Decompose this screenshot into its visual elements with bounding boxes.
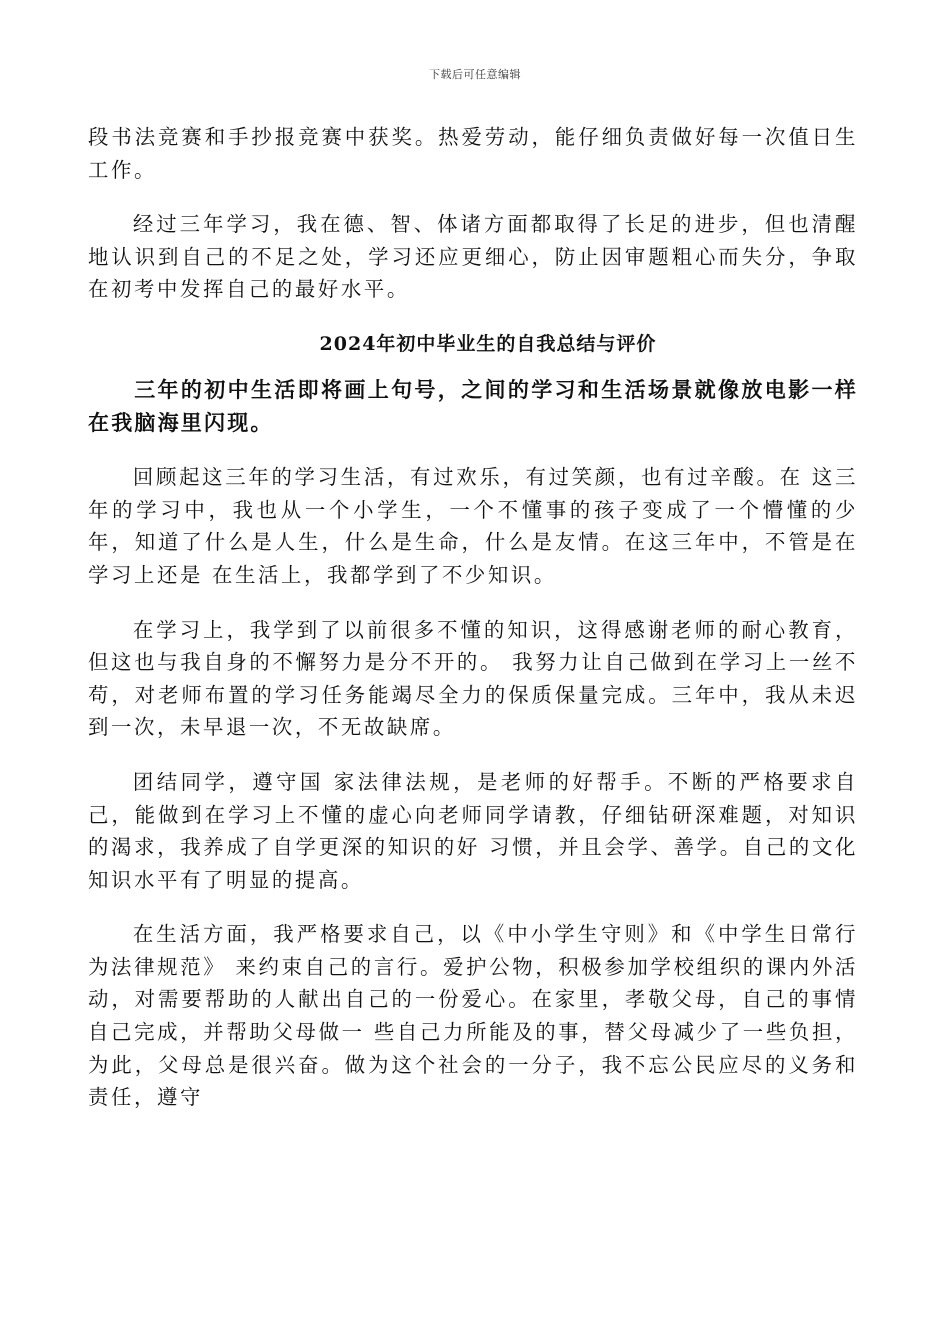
paragraph-gap <box>88 360 858 374</box>
paragraph-study: 在学习上，我学到了以前很多不懂的知识，这得感谢老师的耐心教育，但这也与我自身的不懈努力是分不开的。 我努力让自己做到在学习上一丝不苟，对老师布置的学习任务能竭尽全力的保质保量完成。三年中，我从未迟到一次，未早退一次，不无故缺席。 <box>88 617 858 740</box>
paragraph-unity: 团结同学，遵守国 家法律法规，是老师的好帮手。不断的严格要求自己，能做到在学习上不懂的虚心向老师同学请教，仔细钻研深难题，对知识的渴求，我养成了自学更深的知识的好 习惯，并且会学、善学。自己的文化知识水平有了明显的提高。 <box>88 769 858 892</box>
lead-paragraph: 三年的初中生活即将画上句号，之间的学习和生活场景就像放电影一样在我脑海里闪现。 <box>88 376 858 435</box>
paragraph-gap <box>88 306 858 328</box>
document-body <box>88 121 858 1114</box>
section-title: 2024年初中毕业生的自我总结与评价 <box>319 332 657 355</box>
paragraph-review: 回顾起这三年的学习生活，有过欢乐，有过笑颜，也有过辛酸。在 这三年的学习中，我也从一个小学生，一个不懂事的孩子变成了一个懵懂的少年，知道了什么是人生，什么是生命，什么是友情。在这三年中，不管是在学习上还是 在生活上，我都学到了不少知识。 <box>88 465 858 587</box>
paragraph-gap <box>88 439 858 461</box>
header-note: 下载后可任意编辑 <box>429 68 521 81</box>
paragraph-life: 在生活方面，我严格要求自己，以《中小学生守则》和《中学生日常行为法律规范》 来约束自己的言行。爱护公物，积极参加学校组织的课内外活动，对需要帮助的人献出自己的一份爱心。在家里，孝敬父母，自己的事情自己完成，并帮助父母做一 些自己力所能及的事，替父母减少了一些负担，为此，父母总是很兴奋。做为这个社会的一分子，我不忘公民应尽的义务和责任，遵守 <box>88 922 858 1110</box>
paragraph-gap <box>88 592 858 614</box>
paragraph-gap <box>88 896 858 918</box>
paragraph-progress: 经过三年学习，我在德、智、体诸方面都取得了长足的进步，但也清醒地认识到自己的不足之处，学习还应更细心，防止因审题粗心而失分，争取在初考中发挥自己的最好水平。 <box>88 212 858 302</box>
paragraph-gap <box>88 186 858 208</box>
paragraph-continuation: 段书法竞赛和手抄报竞赛中获奖。热爱劳动，能仔细负责做好每一次值日生工作。 <box>88 125 858 182</box>
paragraph-gap <box>88 744 858 766</box>
